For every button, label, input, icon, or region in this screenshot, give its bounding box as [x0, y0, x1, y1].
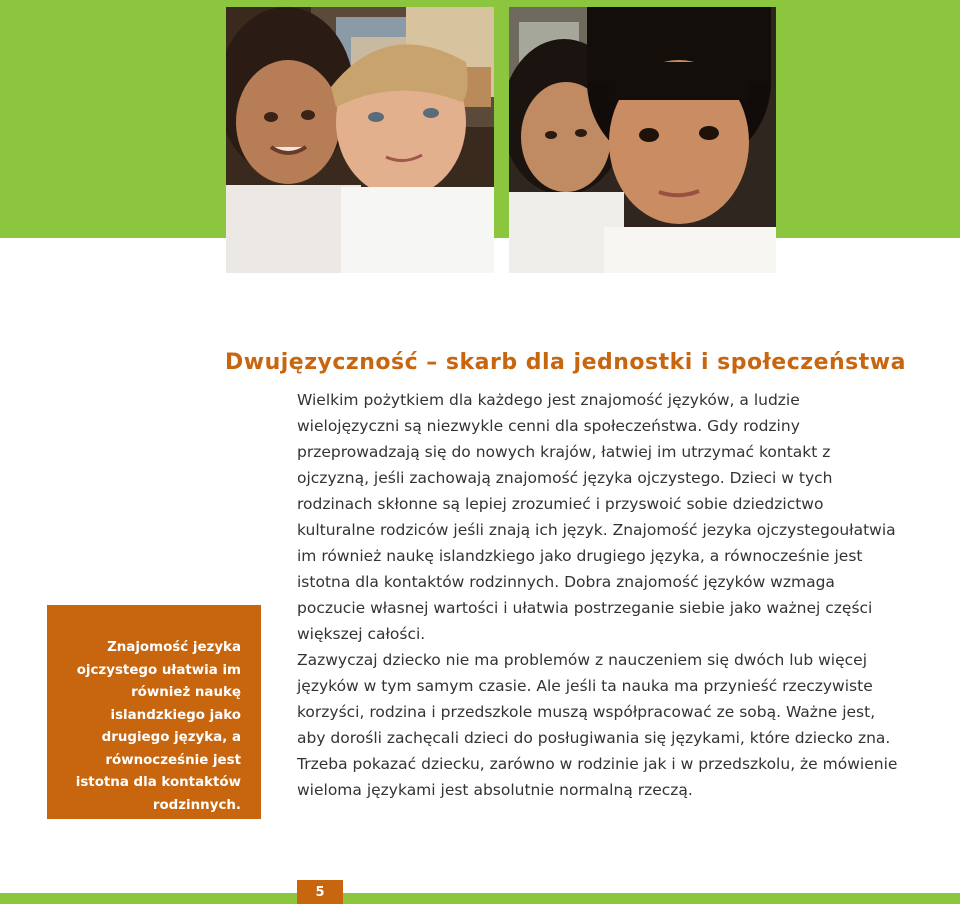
callout-box — [47, 605, 261, 819]
footer-green-band — [0, 893, 960, 904]
body-paragraph-2: Zazwyczaj dziecko nie ma problemów z nauczeniem się dwóch lub więcej języków w tym samym czasie. Ale jeśli ta nauka ma przynieść rzeczywiste korzyści, rodzina i przedszkole muszą współpracować ze sobą. Ważne jest, aby dorośli zachęcali dzieci do posługiwania się językami, które dziecko zna. Trzeba pokazać dziecku, zarówno w rodzinie jak i w przedszkolu, że mówienie wieloma językami jest absolutnie normalną rzeczą. — [297, 651, 898, 799]
left-photo — [226, 7, 494, 273]
body-paragraph-1: Wielkim pożytkiem dla każdego jest znajomość języków, a ludzie wielojęzyczni są niezwykle cenni dla społeczeństwa. Gdy rodziny przeprowadzają się do nowych krajów, łatwiej im utrzymać kontakt z ojczyzną, jeśli zachowają znajomość języka ojczystego. Dzieci w tych rodzinach skłonne są lepiej zrozumieć i przyswoić sobie dziedzictwo kulturalne rodziców jeśli znają ich język. Znajomość jezyka ojczystegoułatwia im również naukę islandzkiego jako drugiego języka, a równocześnie jest istotna dla kontaktów rodzinnych. Dobra znajomość języków wzmaga poczucie własnej wartości i ułatwia postrzeganie siebie jako ważnej części większej całości. — [297, 391, 896, 643]
body-text — [297, 387, 902, 803]
right-photo — [509, 7, 776, 273]
section-title: Dwujęzyczność – skarb dla jednostki i społeczeństwa — [225, 350, 906, 375]
page-number: 5 — [297, 880, 343, 904]
children-photo-right — [509, 7, 776, 273]
children-photo-left — [226, 7, 494, 273]
callout-text: Znajomość jezyka ojczystego ułatwia im również naukę islandzkiego jako drugiego języka, a równocześnie jest istotna dla kontaktów rodzinnych. — [75, 640, 241, 813]
